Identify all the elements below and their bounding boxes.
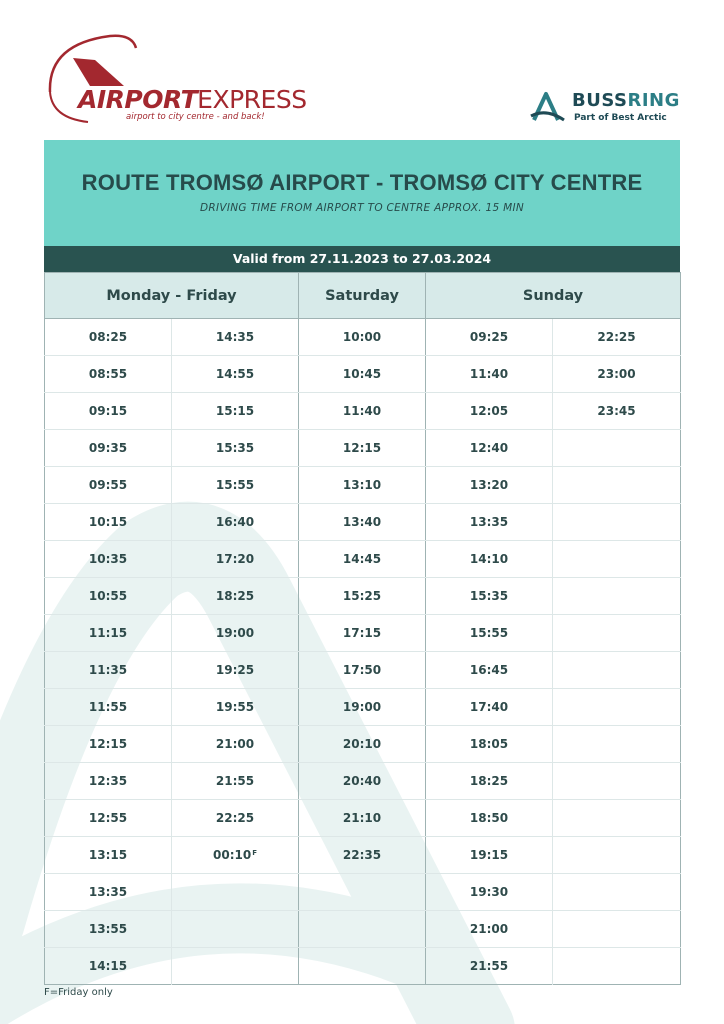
time-saturday: 17:50	[342, 663, 382, 677]
time-sunday-cell	[426, 430, 553, 467]
time-monday-friday: 22:25	[215, 811, 255, 825]
time-sunday-cell	[553, 504, 681, 541]
time-sunday-cell	[553, 689, 681, 726]
time-monday-friday-cell	[172, 874, 299, 911]
table-row	[45, 430, 681, 467]
time-saturday-cell	[299, 911, 426, 948]
time-monday-friday: 11:35	[88, 663, 128, 677]
time-monday-friday-cell	[172, 541, 299, 578]
time-sunday-cell	[553, 319, 681, 356]
time-monday-friday: 13:55	[88, 922, 128, 936]
table-row	[45, 541, 681, 578]
table-row	[45, 726, 681, 763]
time-monday-friday-cell	[172, 689, 299, 726]
time-sunday: 21:55	[469, 959, 509, 973]
brand-word-express: EXPRESS	[197, 85, 307, 114]
time-sunday: 19:30	[469, 885, 509, 899]
time-monday-friday: 19:25	[215, 663, 255, 677]
time-monday-friday: 12:35	[88, 774, 128, 788]
time-monday-friday: 14:35	[215, 330, 255, 344]
column-header-sunday: Sunday	[426, 273, 681, 319]
time-saturday-cell	[299, 615, 426, 652]
time-saturday: 14:45	[342, 552, 382, 566]
time-saturday: 19:00	[342, 700, 382, 714]
time-monday-friday-cell	[172, 726, 299, 763]
time-monday-friday-cell	[45, 541, 172, 578]
time-sunday: 15:35	[469, 589, 509, 603]
time-monday-friday: 21:55	[215, 774, 255, 788]
time-sunday-cell	[426, 726, 553, 763]
time-sunday-cell	[553, 726, 681, 763]
time-monday-friday: 19:00	[215, 626, 255, 640]
time-saturday-cell	[299, 356, 426, 393]
table-row	[45, 689, 681, 726]
table-row	[45, 504, 681, 541]
time-saturday: 12:15	[342, 441, 382, 455]
time-sunday: 22:25	[597, 330, 636, 344]
time-monday-friday: 11:15	[88, 626, 128, 640]
time-monday-friday-cell	[172, 467, 299, 504]
time-saturday-cell	[299, 874, 426, 911]
time-sunday-cell	[553, 763, 681, 800]
time-sunday-cell	[426, 615, 553, 652]
time-monday-friday-cell	[45, 467, 172, 504]
time-monday-friday: 21:00	[215, 737, 255, 751]
time-saturday: 13:40	[342, 515, 382, 529]
time-monday-friday: 08:55	[88, 367, 128, 381]
time-sunday: 23:00	[597, 367, 636, 381]
time-monday-friday-cell	[172, 800, 299, 837]
time-monday-friday: 15:35	[215, 441, 255, 455]
time-monday-friday: 15:55	[215, 478, 255, 492]
time-sunday-cell	[553, 874, 681, 911]
time-saturday: 11:40	[342, 404, 382, 418]
time-monday-friday: 12:55	[88, 811, 128, 825]
time-sunday: 18:05	[469, 737, 509, 751]
time-monday-friday-cell	[45, 615, 172, 652]
time-sunday-cell	[553, 541, 681, 578]
table-row	[45, 763, 681, 800]
time-monday-friday: 09:35	[88, 441, 128, 455]
time-monday-friday: 09:55	[88, 478, 128, 492]
friday-only-marker: F	[252, 849, 257, 857]
time-monday-friday: 14:55	[215, 367, 255, 381]
time-sunday: 16:45	[469, 663, 509, 677]
time-monday-friday: 09:15	[88, 404, 128, 418]
time-sunday-cell	[426, 541, 553, 578]
brand-tagline: airport to city centre - and back!	[126, 112, 265, 122]
time-monday-friday-cell	[45, 948, 172, 985]
time-monday-friday-cell	[45, 874, 172, 911]
time-saturday: 22:35	[342, 848, 382, 862]
bussring-word-buss: BUSS	[572, 90, 628, 111]
time-monday-friday: 12:15	[88, 737, 128, 751]
time-saturday-cell	[299, 726, 426, 763]
time-monday-friday-cell	[172, 948, 299, 985]
time-monday-friday-cell	[172, 430, 299, 467]
time-sunday-cell	[426, 319, 553, 356]
bussring-a-icon	[528, 90, 568, 126]
time-sunday-cell	[426, 504, 553, 541]
table-row	[45, 874, 681, 911]
time-sunday-cell	[553, 356, 681, 393]
time-sunday-cell	[553, 615, 681, 652]
brand-word-airport: AIRPORT	[78, 85, 198, 114]
time-sunday: 23:45	[597, 404, 636, 418]
time-saturday-cell	[299, 319, 426, 356]
time-monday-friday: 10:55	[88, 589, 128, 603]
time-monday-friday-cell	[45, 726, 172, 763]
time-saturday-cell	[299, 763, 426, 800]
time-saturday: 20:10	[342, 737, 382, 751]
time-sunday: 19:15	[469, 848, 509, 862]
time-monday-friday-cell	[45, 911, 172, 948]
table-row	[45, 356, 681, 393]
time-sunday-cell	[426, 837, 553, 874]
time-saturday-cell	[299, 948, 426, 985]
column-header-saturday: Saturday	[299, 273, 426, 319]
time-sunday-cell	[426, 356, 553, 393]
time-monday-friday-cell	[172, 393, 299, 430]
time-saturday: 13:10	[342, 478, 382, 492]
time-saturday: 15:25	[342, 589, 382, 603]
time-sunday-cell	[553, 911, 681, 948]
time-monday-friday: 00:10	[213, 848, 252, 862]
time-sunday-cell	[426, 652, 553, 689]
time-sunday-cell	[553, 393, 681, 430]
time-monday-friday: 11:55	[88, 700, 128, 714]
time-monday-friday-cell	[172, 763, 299, 800]
time-sunday: 21:00	[469, 922, 509, 936]
time-sunday: 13:35	[469, 515, 509, 529]
footnote: F=Friday only	[44, 987, 113, 998]
time-sunday-cell	[553, 652, 681, 689]
time-sunday: 12:05	[469, 404, 509, 418]
time-monday-friday-cell	[45, 800, 172, 837]
time-monday-friday: 14:15	[88, 959, 128, 973]
time-monday-friday: 08:25	[88, 330, 128, 344]
time-monday-friday: 19:55	[215, 700, 255, 714]
time-monday-friday-cell	[45, 393, 172, 430]
bussring-wordmark	[572, 90, 680, 111]
timetable-body	[45, 319, 681, 985]
time-monday-friday: 16:40	[215, 515, 255, 529]
time-sunday-cell	[553, 430, 681, 467]
time-sunday: 18:25	[469, 774, 509, 788]
time-sunday-cell	[426, 393, 553, 430]
route-title: ROUTE TROMSØ AIRPORT - TROMSØ CITY CENTRE	[81, 170, 643, 195]
table-row	[45, 578, 681, 615]
time-monday-friday-cell	[172, 356, 299, 393]
time-saturday-cell	[299, 467, 426, 504]
time-sunday-cell	[426, 948, 553, 985]
time-sunday-cell	[553, 837, 681, 874]
route-header	[44, 140, 680, 246]
time-saturday: 20:40	[342, 774, 382, 788]
bussring-tagline: Part of Best Arctic	[574, 113, 667, 123]
time-sunday: 15:55	[469, 626, 509, 640]
time-monday-friday: 13:35	[88, 885, 128, 899]
time-sunday: 11:40	[469, 367, 509, 381]
timetable	[44, 272, 681, 985]
table-row	[45, 948, 681, 985]
time-sunday: 18:50	[469, 811, 509, 825]
time-monday-friday-cell	[45, 356, 172, 393]
time-saturday-cell	[299, 652, 426, 689]
time-saturday-cell	[299, 541, 426, 578]
table-row	[45, 319, 681, 356]
time-sunday-cell	[426, 800, 553, 837]
time-sunday-cell	[426, 763, 553, 800]
time-sunday-cell	[426, 578, 553, 615]
table-row	[45, 615, 681, 652]
table-row	[45, 911, 681, 948]
time-saturday-cell	[299, 430, 426, 467]
time-sunday-cell	[426, 874, 553, 911]
route-subtitle: DRIVING TIME FROM AIRPORT TO CENTRE APPROX. 15 MIN	[199, 202, 525, 214]
bussring-word-ring: RING	[627, 90, 680, 111]
time-saturday: 17:15	[342, 626, 382, 640]
time-monday-friday: 18:25	[215, 589, 255, 603]
time-sunday: 09:25	[469, 330, 509, 344]
time-saturday: 21:10	[342, 811, 382, 825]
table-row	[45, 800, 681, 837]
time-monday-friday-cell	[172, 319, 299, 356]
time-sunday: 13:20	[469, 478, 509, 492]
airport-express-logo	[40, 30, 310, 130]
time-sunday-cell	[553, 800, 681, 837]
time-saturday-cell	[299, 393, 426, 430]
time-saturday-cell	[299, 504, 426, 541]
table-row	[45, 467, 681, 504]
time-monday-friday-cell	[172, 652, 299, 689]
time-monday-friday-cell	[45, 319, 172, 356]
time-saturday: 10:00	[342, 330, 382, 344]
time-sunday-cell	[426, 689, 553, 726]
time-saturday-cell	[299, 837, 426, 874]
time-monday-friday: 10:15	[88, 515, 128, 529]
time-sunday-cell	[553, 467, 681, 504]
time-sunday-cell	[553, 578, 681, 615]
table-row	[45, 652, 681, 689]
time-monday-friday-cell	[45, 578, 172, 615]
time-monday-friday: 17:20	[215, 552, 255, 566]
time-sunday: 17:40	[469, 700, 509, 714]
time-sunday-cell	[426, 467, 553, 504]
time-sunday-cell	[426, 911, 553, 948]
time-monday-friday-cell	[45, 689, 172, 726]
time-sunday-cell	[553, 948, 681, 985]
column-header-monday-friday: Monday - Friday	[45, 273, 299, 319]
time-monday-friday-cell	[45, 837, 172, 874]
time-monday-friday-cell	[45, 652, 172, 689]
time-saturday-cell	[299, 689, 426, 726]
time-monday-friday-cell	[172, 578, 299, 615]
time-monday-friday: 15:15	[215, 404, 255, 418]
bussring-logo	[528, 90, 688, 130]
time-saturday-cell	[299, 800, 426, 837]
time-sunday: 14:10	[469, 552, 509, 566]
table-row	[45, 837, 681, 874]
validity-bar: Valid from 27.11.2023 to 27.03.2024	[44, 246, 680, 272]
table-row	[45, 393, 681, 430]
time-monday-friday-cell	[172, 837, 299, 874]
time-monday-friday-cell	[172, 504, 299, 541]
time-monday-friday-cell	[45, 763, 172, 800]
time-monday-friday: 13:15	[88, 848, 128, 862]
time-monday-friday-cell	[172, 615, 299, 652]
time-saturday-cell	[299, 578, 426, 615]
time-monday-friday-cell	[45, 430, 172, 467]
time-monday-friday-cell	[172, 911, 299, 948]
time-sunday: 12:40	[469, 441, 509, 455]
time-monday-friday: 10:35	[88, 552, 128, 566]
time-saturday: 10:45	[342, 367, 382, 381]
time-monday-friday-cell	[45, 504, 172, 541]
